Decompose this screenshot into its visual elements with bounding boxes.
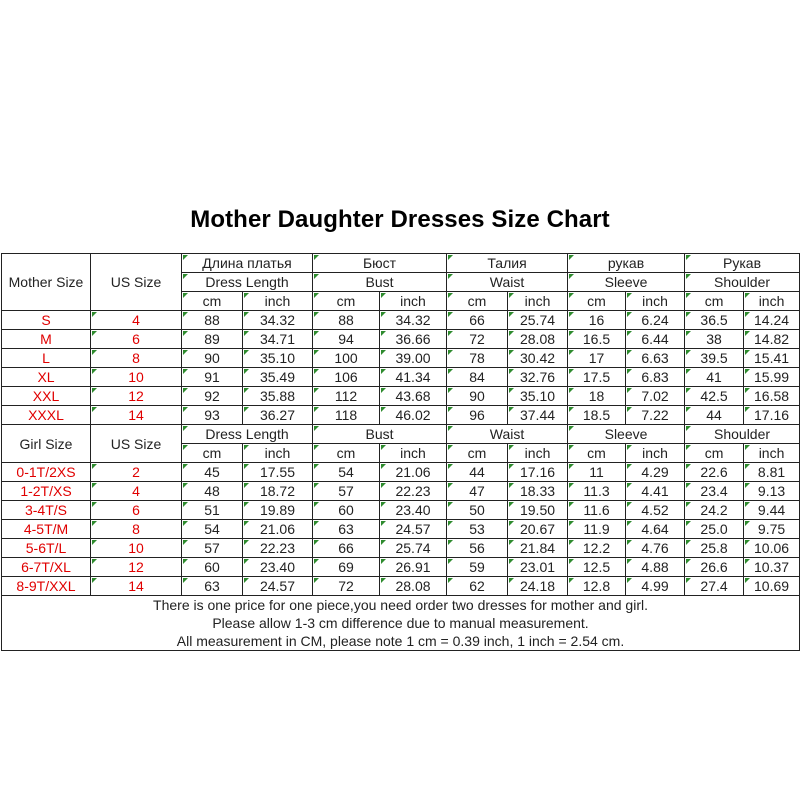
- measurement-cell: 66: [313, 539, 380, 558]
- measurement-cell: 60: [182, 558, 243, 577]
- table-row: [2, 311, 800, 330]
- unit-header: inch: [744, 444, 800, 463]
- measurement-cell: 28.08: [380, 577, 447, 596]
- us-size-cell: 8: [91, 349, 182, 368]
- measurement-cell: 25.74: [508, 311, 568, 330]
- measurement-cell: 16: [568, 311, 626, 330]
- notes-cell: [2, 596, 800, 651]
- measurement-cell: 90: [182, 349, 243, 368]
- note-line: All measurement in CM, please note 1 cm = 0.39 inch, 1 inch = 2.54 cm.: [176, 633, 625, 649]
- measurement-cell: 90: [447, 387, 508, 406]
- mother-size-header: Mother Size: [2, 254, 91, 311]
- girl-us-size-header: US Size: [91, 425, 182, 463]
- measurement-cell: 44: [685, 406, 744, 425]
- size-cell: 8-9T/XXL: [2, 577, 91, 596]
- measurement-cell: 7.02: [626, 387, 685, 406]
- size-cell: S: [2, 311, 91, 330]
- measurement-cell: 48: [182, 482, 243, 501]
- measurement-cell: 28.08: [508, 330, 568, 349]
- us-size-cell: 4: [91, 482, 182, 501]
- unit-header: cm: [447, 444, 508, 463]
- table-row: [2, 406, 800, 425]
- measurement-cell: 15.99: [744, 368, 800, 387]
- measurement-cell: 22.23: [243, 539, 313, 558]
- measurement-cell: 23.4: [685, 482, 744, 501]
- unit-header: inch: [626, 444, 685, 463]
- group-header: Dress Length: [182, 273, 313, 292]
- measurement-cell: 45: [182, 463, 243, 482]
- us-size-cell: 10: [91, 368, 182, 387]
- measurement-cell: 16.58: [744, 387, 800, 406]
- measurement-cell: 27.4: [685, 577, 744, 596]
- measurement-cell: 84: [447, 368, 508, 387]
- table-row: [2, 577, 800, 596]
- measurement-cell: 4.99: [626, 577, 685, 596]
- group-header: Sleeve: [568, 425, 685, 444]
- unit-header: cm: [313, 444, 380, 463]
- measurement-cell: 16.5: [568, 330, 626, 349]
- measurement-cell: 12.5: [568, 558, 626, 577]
- measurement-cell: 63: [182, 577, 243, 596]
- table-row: [2, 387, 800, 406]
- measurement-cell: 12.2: [568, 539, 626, 558]
- measurement-cell: 36.27: [243, 406, 313, 425]
- measurement-cell: 39.00: [380, 349, 447, 368]
- unit-header: cm: [313, 292, 380, 311]
- size-chart-body: [2, 254, 800, 651]
- measurement-cell: 15.41: [744, 349, 800, 368]
- measurement-cell: 54: [313, 463, 380, 482]
- us-size-cell: 12: [91, 558, 182, 577]
- measurement-cell: 4.64: [626, 520, 685, 539]
- measurement-cell: 18.33: [508, 482, 568, 501]
- unit-header: inch: [380, 292, 447, 311]
- measurement-cell: 4.76: [626, 539, 685, 558]
- measurement-cell: 69: [313, 558, 380, 577]
- note-line: Please allow 1-3 cm difference due to manual measurement.: [212, 615, 589, 631]
- unit-header: cm: [568, 444, 626, 463]
- measurement-cell: 25.8: [685, 539, 744, 558]
- measurement-cell: 89: [182, 330, 243, 349]
- us-size-cell: 8: [91, 520, 182, 539]
- measurement-cell: 23.40: [243, 558, 313, 577]
- measurement-cell: 36.5: [685, 311, 744, 330]
- measurement-cell: 72: [313, 577, 380, 596]
- measurement-cell: 19.50: [508, 501, 568, 520]
- unit-header: inch: [508, 292, 568, 311]
- measurement-cell: 54: [182, 520, 243, 539]
- measurement-cell: 9.75: [744, 520, 800, 539]
- measurement-cell: 34.32: [243, 311, 313, 330]
- table-row: [2, 539, 800, 558]
- group-header: Waist: [447, 273, 568, 292]
- measurement-cell: 100: [313, 349, 380, 368]
- unit-header: inch: [744, 292, 800, 311]
- unit-header: cm: [685, 444, 744, 463]
- measurement-cell: 7.22: [626, 406, 685, 425]
- ru-group-header: Рукав: [685, 254, 800, 273]
- measurement-cell: 25.74: [380, 539, 447, 558]
- measurement-cell: 10.69: [744, 577, 800, 596]
- measurement-cell: 14.24: [744, 311, 800, 330]
- measurement-cell: 36.66: [380, 330, 447, 349]
- measurement-cell: 32.76: [508, 368, 568, 387]
- measurement-cell: 35.10: [508, 387, 568, 406]
- table-row: [2, 330, 800, 349]
- note-line: There is one price for one piece,you need order two dresses for mother and girl.: [153, 597, 648, 613]
- measurement-cell: 9.13: [744, 482, 800, 501]
- us-size-cell: 2: [91, 463, 182, 482]
- measurement-cell: 39.5: [685, 349, 744, 368]
- size-cell: XXL: [2, 387, 91, 406]
- measurement-cell: 92: [182, 387, 243, 406]
- chart-title: Mother Daughter Dresses Size Chart: [190, 206, 610, 233]
- measurement-cell: 41.34: [380, 368, 447, 387]
- measurement-cell: 17.16: [508, 463, 568, 482]
- measurement-cell: 38: [685, 330, 744, 349]
- girl-size-header: Girl Size: [2, 425, 91, 463]
- us-size-cell: 4: [91, 311, 182, 330]
- size-cell: 6-7T/XL: [2, 558, 91, 577]
- measurement-cell: 91: [182, 368, 243, 387]
- measurement-cell: 21.06: [380, 463, 447, 482]
- table-row: [2, 463, 800, 482]
- group-header: Bust: [313, 425, 447, 444]
- measurement-cell: 26.91: [380, 558, 447, 577]
- measurement-cell: 63: [313, 520, 380, 539]
- measurement-cell: 6.44: [626, 330, 685, 349]
- group-header: Sleeve: [568, 273, 685, 292]
- unit-header: inch: [243, 292, 313, 311]
- unit-header: inch: [243, 444, 313, 463]
- unit-header: inch: [508, 444, 568, 463]
- size-cell: M: [2, 330, 91, 349]
- measurement-cell: 47: [447, 482, 508, 501]
- measurement-cell: 6.24: [626, 311, 685, 330]
- measurement-cell: 93: [182, 406, 243, 425]
- measurement-cell: 78: [447, 349, 508, 368]
- measurement-cell: 21.84: [508, 539, 568, 558]
- measurement-cell: 94: [313, 330, 380, 349]
- measurement-cell: 57: [182, 539, 243, 558]
- measurement-cell: 6.63: [626, 349, 685, 368]
- measurement-cell: 18: [568, 387, 626, 406]
- measurement-cell: 66: [447, 311, 508, 330]
- ru-group-header: Бюст: [313, 254, 447, 273]
- measurement-cell: 30.42: [508, 349, 568, 368]
- measurement-cell: 10.37: [744, 558, 800, 577]
- measurement-cell: 18.5: [568, 406, 626, 425]
- unit-header: inch: [626, 292, 685, 311]
- unit-header: cm: [447, 292, 508, 311]
- measurement-cell: 11.6: [568, 501, 626, 520]
- measurement-cell: 34.32: [380, 311, 447, 330]
- measurement-cell: 8.81: [744, 463, 800, 482]
- us-size-cell: 6: [91, 501, 182, 520]
- unit-header: cm: [182, 292, 243, 311]
- measurement-cell: 118: [313, 406, 380, 425]
- measurement-cell: 96: [447, 406, 508, 425]
- table-row: [2, 501, 800, 520]
- size-cell: 1-2T/XS: [2, 482, 91, 501]
- girl-header-row: [2, 425, 800, 444]
- measurement-cell: 112: [313, 387, 380, 406]
- table-row: [2, 482, 800, 501]
- measurement-cell: 12.8: [568, 577, 626, 596]
- measurement-cell: 18.72: [243, 482, 313, 501]
- measurement-cell: 88: [182, 311, 243, 330]
- measurement-cell: 10.06: [744, 539, 800, 558]
- unit-header: inch: [380, 444, 447, 463]
- table-row: [2, 368, 800, 387]
- us-size-cell: 14: [91, 406, 182, 425]
- measurement-cell: 35.10: [243, 349, 313, 368]
- measurement-cell: 23.40: [380, 501, 447, 520]
- measurement-cell: 53: [447, 520, 508, 539]
- measurement-cell: 50: [447, 501, 508, 520]
- measurement-cell: 59: [447, 558, 508, 577]
- measurement-cell: 4.41: [626, 482, 685, 501]
- measurement-cell: 6.83: [626, 368, 685, 387]
- measurement-cell: 88: [313, 311, 380, 330]
- measurement-cell: 56: [447, 539, 508, 558]
- unit-header: cm: [685, 292, 744, 311]
- measurement-cell: 19.89: [243, 501, 313, 520]
- us-size-cell: 12: [91, 387, 182, 406]
- measurement-cell: 34.71: [243, 330, 313, 349]
- unit-header: cm: [568, 292, 626, 311]
- size-cell: 5-6T/L: [2, 539, 91, 558]
- table-row: [2, 520, 800, 539]
- size-cell: XL: [2, 368, 91, 387]
- measurement-cell: 60: [313, 501, 380, 520]
- measurement-cell: 22.23: [380, 482, 447, 501]
- measurement-cell: 11: [568, 463, 626, 482]
- us-size-cell: 14: [91, 577, 182, 596]
- group-header: Bust: [313, 273, 447, 292]
- group-header: Waist: [447, 425, 568, 444]
- measurement-cell: 57: [313, 482, 380, 501]
- measurement-cell: 9.44: [744, 501, 800, 520]
- measurement-cell: 4.52: [626, 501, 685, 520]
- measurement-cell: 11.3: [568, 482, 626, 501]
- measurement-cell: 62: [447, 577, 508, 596]
- size-cell: 0-1T/2XS: [2, 463, 91, 482]
- size-cell: 3-4T/S: [2, 501, 91, 520]
- mother-header-row-ru: [2, 254, 800, 273]
- measurement-cell: 43.68: [380, 387, 447, 406]
- measurement-cell: 42.5: [685, 387, 744, 406]
- size-cell: L: [2, 349, 91, 368]
- measurement-cell: 20.67: [508, 520, 568, 539]
- notes-row: [2, 596, 800, 651]
- measurement-cell: 24.2: [685, 501, 744, 520]
- ru-group-header: рукав: [568, 254, 685, 273]
- measurement-cell: 17.16: [744, 406, 800, 425]
- measurement-cell: 41: [685, 368, 744, 387]
- group-header: Shoulder: [685, 425, 800, 444]
- measurement-cell: 24.18: [508, 577, 568, 596]
- us-size-cell: 6: [91, 330, 182, 349]
- measurement-cell: 4.29: [626, 463, 685, 482]
- measurement-cell: 24.57: [243, 577, 313, 596]
- measurement-cell: 11.9: [568, 520, 626, 539]
- table-row: [2, 558, 800, 577]
- size-cell: 4-5T/M: [2, 520, 91, 539]
- measurement-cell: 44: [447, 463, 508, 482]
- table-row: [2, 349, 800, 368]
- measurement-cell: 17: [568, 349, 626, 368]
- measurement-cell: 35.49: [243, 368, 313, 387]
- measurement-cell: 25.0: [685, 520, 744, 539]
- measurement-cell: 24.57: [380, 520, 447, 539]
- ru-group-header: Длина платья: [182, 254, 313, 273]
- measurement-cell: 21.06: [243, 520, 313, 539]
- measurement-cell: 37.44: [508, 406, 568, 425]
- measurement-cell: 106: [313, 368, 380, 387]
- group-header: Shoulder: [685, 273, 800, 292]
- measurement-cell: 35.88: [243, 387, 313, 406]
- size-cell: XXXL: [2, 406, 91, 425]
- measurement-cell: 23.01: [508, 558, 568, 577]
- measurement-cell: 22.6: [685, 463, 744, 482]
- measurement-cell: 26.6: [685, 558, 744, 577]
- measurement-cell: 72: [447, 330, 508, 349]
- unit-header: cm: [182, 444, 243, 463]
- ru-group-header: Талия: [447, 254, 568, 273]
- measurement-cell: 51: [182, 501, 243, 520]
- measurement-cell: 17.55: [243, 463, 313, 482]
- group-header: Dress Length: [182, 425, 313, 444]
- measurement-cell: 4.88: [626, 558, 685, 577]
- measurement-cell: 17.5: [568, 368, 626, 387]
- us-size-cell: 10: [91, 539, 182, 558]
- size-chart-table: [1, 253, 800, 651]
- mother-us-size-header: US Size: [91, 254, 182, 311]
- measurement-cell: 14.82: [744, 330, 800, 349]
- measurement-cell: 46.02: [380, 406, 447, 425]
